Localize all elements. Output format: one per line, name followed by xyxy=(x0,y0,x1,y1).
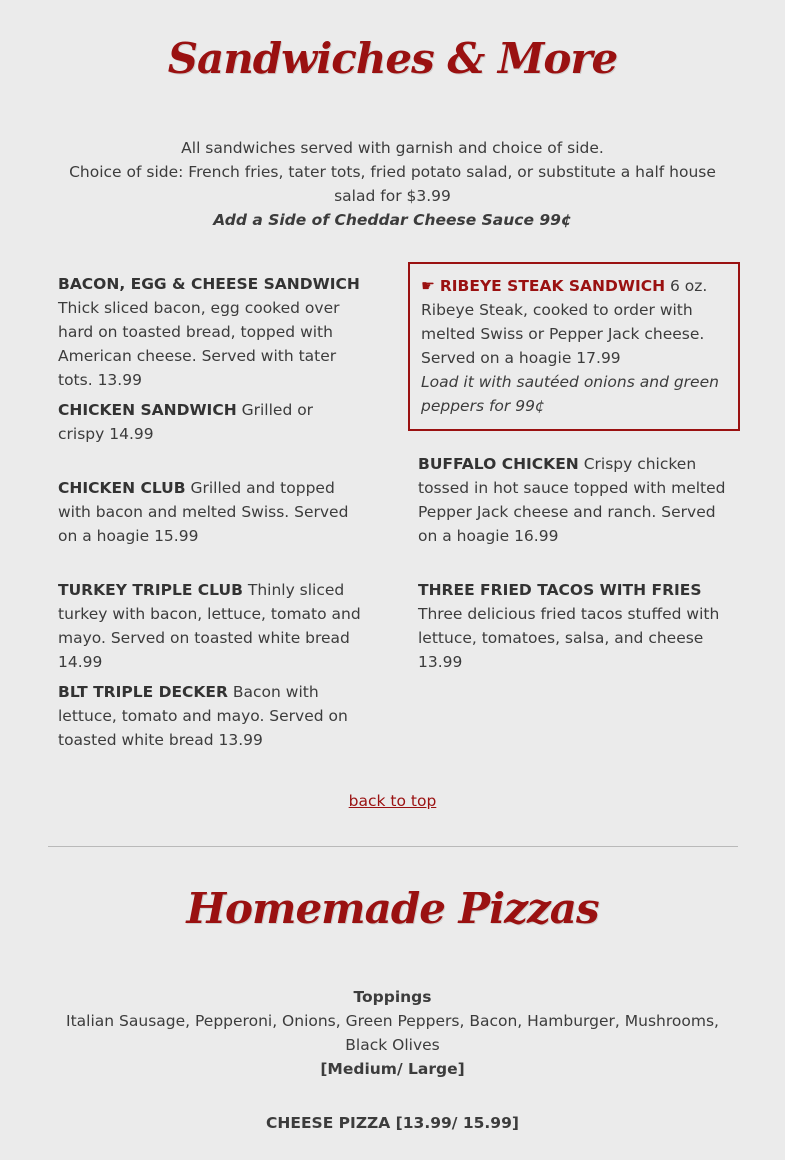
pizza-sizes: [Medium/ Large] xyxy=(320,1060,465,1078)
item-name: BACON, EGG & CHEESE SANDWICH xyxy=(58,275,360,293)
item-desc: Bacon with lettuce, tomato and mayo. Served on toasted white bread 13.99 xyxy=(58,683,348,749)
featured-item-ribeye xyxy=(408,262,740,431)
back-to-top-link[interactable]: back to top xyxy=(348,792,437,810)
menu-item-blt-triple-decker xyxy=(58,680,358,752)
intro-line-garnish: All sandwiches served with garnish and choice of side. xyxy=(181,139,604,157)
item-desc: Thinly sliced turkey with bacon, lettuce, tomato and mayo. Served on toasted white bread 14.99 xyxy=(58,581,361,671)
section-divider xyxy=(48,846,738,847)
item-name: CHICKEN CLUB xyxy=(58,479,186,497)
item-desc: Grilled or crispy 14.99 xyxy=(58,401,314,443)
item-name: TURKEY TRIPLE CLUB xyxy=(58,581,243,599)
item-name: THREE FRIED TACOS WITH FRIES xyxy=(418,581,702,599)
toppings-list: Italian Sausage, Pepperoni, Onions, Green Peppers, Bacon, Hamburger, Mushrooms, Black Olives xyxy=(66,1012,719,1054)
pizza-toppings xyxy=(55,985,730,1081)
menu-item-chicken-sandwich xyxy=(58,398,358,446)
item-desc: Three delicious fried tacos stuffed with lettuce, tomatoes, salsa, and cheese 13.99 xyxy=(418,605,720,671)
sandwiches-title: Sandwiches & More xyxy=(167,34,618,83)
item-desc: 6 oz. Ribeye Steak, cooked to order with melted Swiss or Pepper Jack cheese. Served on a hoagie 17.99 xyxy=(421,277,708,367)
item-desc: Grilled and topped with bacon and melted Swiss. Served on a hoagie 15.99 xyxy=(58,479,349,545)
item-desc: Crispy chicken tossed in hot sauce topped with melted Pepper Jack cheese and ranch. Served on a hoagie 16.99 xyxy=(418,455,726,545)
item-name: BUFFALO CHICKEN xyxy=(418,455,579,473)
menu-item-three-fried-tacos xyxy=(418,578,728,674)
item-name: RIBEYE STEAK SANDWICH xyxy=(439,277,666,295)
item-name: BLT TRIPLE DECKER xyxy=(58,683,228,701)
item-desc: Thick sliced bacon, egg cooked over hard on toasted bread, topped with American cheese. Served with tater tots. 13.99 xyxy=(58,299,340,389)
item-note: Load it with sautéed onions and green peppers for 99¢ xyxy=(421,373,719,415)
toppings-label: Toppings xyxy=(353,988,432,1006)
item-name: CHICKEN SANDWICH xyxy=(58,401,237,419)
menu-item-chicken-club xyxy=(58,476,358,548)
pizzas-title: Homemade Pizzas xyxy=(186,884,599,933)
intro-line-addon: Add a Side of Cheddar Cheese Sauce 99¢ xyxy=(213,211,572,229)
pointing-hand-icon: ☛ xyxy=(421,277,435,295)
cheese-pizza-item: CHEESE PIZZA [13.99/ 15.99] xyxy=(266,1114,519,1132)
menu-item-turkey-triple-club xyxy=(58,578,368,674)
sandwiches-intro xyxy=(55,136,730,232)
back-to-top-wrapper xyxy=(0,792,785,810)
intro-line-sides: Choice of side: French fries, tater tots, fried potato salad, or substitute a half house salad for $3.99 xyxy=(69,163,716,205)
menu-item-buffalo-chicken xyxy=(418,452,728,548)
menu-item-bacon-egg-cheese xyxy=(58,272,368,392)
